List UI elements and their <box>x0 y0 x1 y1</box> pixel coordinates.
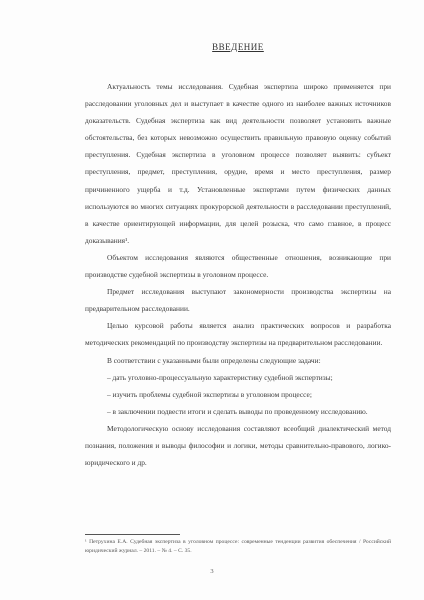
footnote-divider <box>85 534 180 535</box>
footnote: ¹ Петрухина Е.А. Судебная экспертиза в уголовном процессе: современные тенденции развития обеспечения / Российский юридический журнал. – 2011. – № 4. – С. 35. <box>85 539 391 554</box>
paragraph-goal: Целью курсовой работы является анализ практических вопросов и разработка методических рекомендаций по производству экспертизы на предварительном расследовании. <box>85 321 391 348</box>
paragraph-object: Объектом исследования являются общественные отношения, возникающие при производстве судебной экспертизы в уголовном процессе. <box>85 252 391 280</box>
paragraph-methodology: Методологическую основу исследования составляют всеобщий диалектический метод познания, положения и выводы философии и логики, методы сравнительно-правового, логико-юридического и др. <box>85 423 391 468</box>
page-number: 3 <box>210 568 214 575</box>
list-item: – в заключении подвести итоги и сделать выводы по проведенному исследованию. <box>107 406 368 416</box>
paragraph-subject: Предмет исследования выступают закономерности производства экспертизы на предварительном расследовании. <box>85 287 391 314</box>
page-body <box>85 42 391 471</box>
list-item: – дать уголовно-процессуальную характеристику судебной экспертизы; <box>107 372 333 382</box>
list-item: – изучить проблемы судебной экспертизы в уголовном процессе; <box>107 389 312 399</box>
page-title: ВВЕДЕНИЕ <box>212 42 264 52</box>
paragraph-tasks-intro: В соответствии с указанными были определены следующие задачи: <box>107 355 321 365</box>
paragraph-relevance: Актуальность темы исследования. Судебная экспертиза широко применяется при расследовании уголовных дел и выступает в качестве одного из наиболее важных источников доказательств. Судебная экспертиза как вид деятельности позволяет установить важные обстоятельства, без которых невозможно осуществить правильную правовую оценку событий преступления. Судебная экспертиза в уголовном процессе позволяет выявить: субъект преступления, предмет, преступления, орудие, время и место преступления, размер причиненного ущерба и т.д. Установленные экспертами путем физических данных используются во многих ситуациях прокурорской деятельности в расследовании преступлений, в качестве ориентирующей информации, для целей розыска, что само главное, в процесс доказывания¹. <box>85 82 391 245</box>
